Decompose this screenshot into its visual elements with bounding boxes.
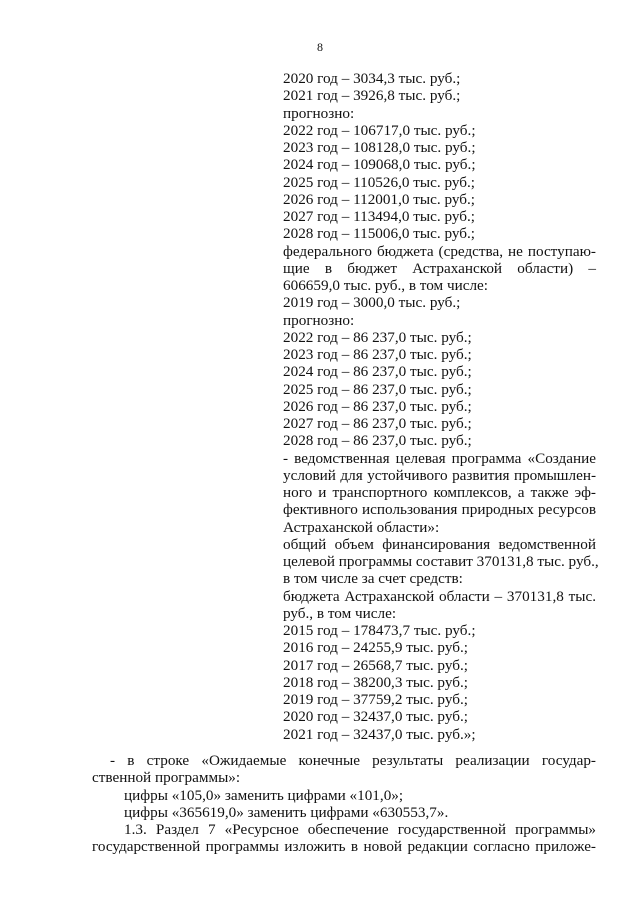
text-line: 2023 год – 86 237,0 тыс. руб.;	[283, 346, 472, 363]
text-line: ного и транспортного комплексов, а также эф-	[283, 484, 596, 501]
text-line: 2021 год – 32437,0 тыс. руб.»;	[283, 725, 476, 743]
text-line: щие в бюджет Астраханской области) –	[283, 259, 596, 277]
text-line: 2021 год – 3926,8 тыс. руб.;	[283, 87, 461, 105]
text-line: 2027 год – 86 237,0 тыс. руб.;	[283, 415, 472, 432]
text-line: 2026 год – 86 237,0 тыс. руб.;	[283, 397, 472, 415]
text-line: 2026 год – 112001,0 тыс. руб.;	[283, 190, 475, 208]
text-line: цифры «365619,0» заменить цифрами «630553,7».	[124, 803, 449, 821]
text-line: 2028 год – 115006,0 тыс. руб.;	[283, 225, 475, 243]
text-line: 2019 год – 37759,2 тыс. руб.;	[283, 691, 468, 708]
text-line: общий объем финансирования ведомственной	[283, 535, 596, 553]
text-line: 2020 год – 3034,3 тыс. руб.;	[283, 70, 461, 87]
text-line: фективного использования природных ресурсов	[283, 501, 596, 519]
text-line: 1.3. Раздел 7 «Ресурсное обеспечение государственной программы»	[124, 821, 596, 838]
text-line: 2019 год – 3000,0 тыс. руб.;	[283, 294, 461, 312]
text-line: 2023 год – 108128,0 тыс. руб.;	[283, 139, 476, 156]
text-line: цифры «105,0» заменить цифрами «101,0»;	[124, 786, 404, 804]
text-line: федерального бюджета (средства, не поступаю-	[283, 242, 596, 260]
text-line: 2025 год – 86 237,0 тыс. руб.;	[283, 380, 472, 398]
text-line: 2027 год – 113494,0 тыс. руб.;	[283, 208, 475, 225]
funding-column	[283, 70, 599, 743]
text-line: - ведомственная целевая программа «Создание	[283, 449, 596, 467]
text-line: 2020 год – 32437,0 тыс. руб.;	[283, 708, 468, 726]
text-line: государственной программы изложить в новой редакции согласно приложе-	[92, 838, 596, 856]
text-line: 606659,0 тыс. руб., в том числе:	[283, 277, 488, 294]
text-line: прогнозно:	[283, 104, 355, 122]
text-line: 2015 год – 178473,7 тыс. руб.;	[283, 622, 476, 639]
body-text	[92, 752, 596, 856]
text-line: 2028 год – 86 237,0 тыс. руб.;	[283, 432, 472, 450]
text-line: 2022 год – 106717,0 тыс. руб.;	[283, 121, 476, 139]
text-line: 2022 год – 86 237,0 тыс. руб.;	[283, 328, 472, 346]
text-line: 2018 год – 38200,3 тыс. руб.;	[283, 673, 468, 691]
text-line: 2016 год – 24255,9 тыс. руб.;	[283, 639, 468, 657]
text-line: целевой программы составит 370131,8 тыс. руб.,	[283, 553, 599, 570]
text-line: 2024 год – 86 237,0 тыс. руб.;	[283, 363, 472, 381]
text-line: ственной программы»:	[92, 769, 241, 787]
page-number: 8	[317, 40, 323, 54]
text-line: бюджета Астраханской области – 370131,8 тыс.	[283, 587, 596, 605]
text-line: Астраханской области»:	[283, 518, 440, 536]
text-line: руб., в том числе:	[283, 604, 397, 622]
text-line: 2017 год – 26568,7 тыс. руб.;	[283, 656, 468, 674]
text-line: 2024 год – 109068,0 тыс. руб.;	[283, 156, 476, 174]
text-line: 2025 год – 110526,0 тыс. руб.;	[283, 173, 475, 191]
text-line: прогнозно:	[283, 311, 355, 329]
text-line: - в строке «Ожидаемые конечные результаты реализации государ-	[110, 752, 596, 769]
text-line: условий для устойчивого развития промышлен-	[283, 466, 596, 484]
text-line: в том числе за счет средств:	[283, 570, 463, 588]
